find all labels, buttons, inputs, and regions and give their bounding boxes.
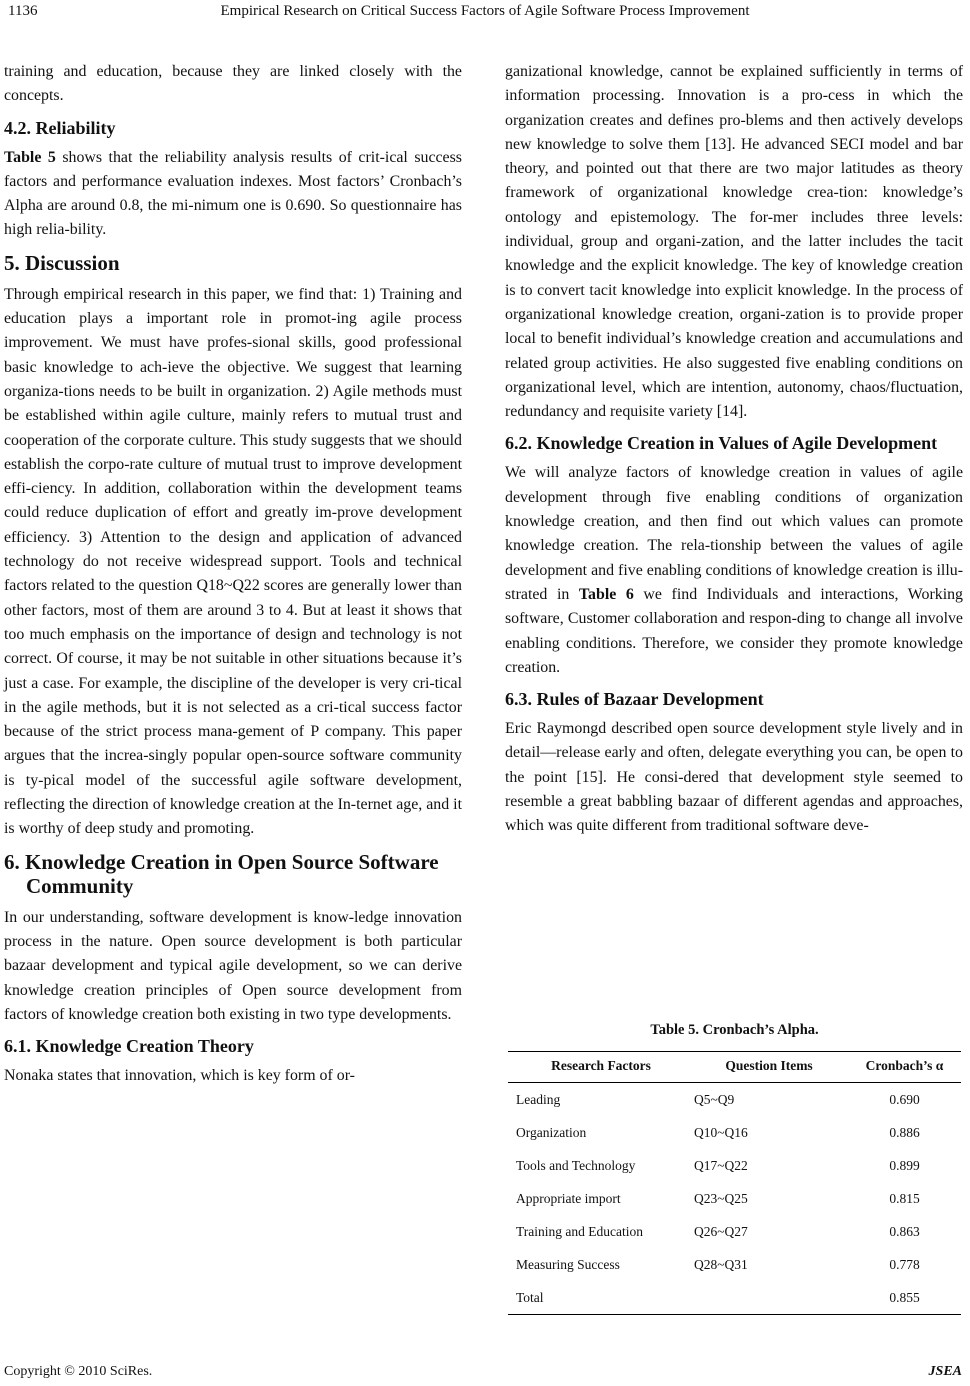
table-cell: Q28~Q31 — [694, 1256, 748, 1272]
left-column — [4, 60, 462, 1088]
table-cell: Appropriate import — [516, 1190, 621, 1206]
table-cell: Q5~Q9 — [694, 1091, 735, 1107]
paragraph-reliability: Table 5 shows that the reliability analysis results of crit-ical success factors and performance evaluation indexes. Most factors’ Cronbach’s Alpha are around 0.8, the mi-nimum one is 0.690. So questionnaire has high relia-bility. — [4, 148, 462, 239]
table-cell: Q10~Q16 — [694, 1124, 748, 1140]
table-cell: 0.863 — [889, 1223, 920, 1239]
table-row — [508, 1215, 961, 1248]
copyright: Copyright © 2010 SciRes. — [4, 1364, 153, 1379]
table-cell — [690, 1281, 848, 1315]
table-cell: Organization — [516, 1124, 587, 1140]
right-column — [505, 60, 963, 839]
table-row — [508, 1116, 961, 1149]
running-title: Empirical Research on Critical Success Factors of Agile Software Process Improvement — [220, 3, 750, 19]
heading-theory: 6.1. Knowledge Creation Theory — [4, 1036, 254, 1057]
table-cell: 0.778 — [889, 1256, 920, 1272]
table-cell: Tools and Technology — [516, 1157, 636, 1173]
table-cell: 0.855 — [848, 1281, 961, 1315]
table-cell: Q26~Q27 — [694, 1223, 748, 1239]
paragraph-theory-continued: ganizational knowledge, cannot be explained sufficiently in terms of information processing. Innovation is a pro-cess in which the organization creates and defines pro-blems and then actively develops new knowledge to solve them [13]. He advanced SECI model and bar theory, and pointed out that there are two major latitudes as theory framework of organizational knowledge crea-tion: knowledge’s ontology and epistemology. The for-mer includes three levels: individual, group and organi-zation, and the latter includes the tacit knowledge and the explicit knowledge. The key of knowledge creation is to convert tacit knowledge into explicit knowledge. In the process of organizational knowledge creation, organi-zation is to provide proper local to benefit individual’s knowledge creation and accumulations and related group activities. He also suggested five enabling conditions on organizational level, which are intention, autonomy, chaos/fluctuation, redundancy and requisite variety [14]. — [505, 63, 963, 421]
column-header: Question Items — [690, 1052, 848, 1083]
table-cell: 0.886 — [889, 1124, 920, 1140]
paragraph-knowledge-creation: In our understanding, software development is know-ledge innovation process in the nature. Open source development is both particular bazaar development and typical agile development, so we can derive knowledge creation principles of Open source development from factors of knowledge creation both existing in two type developments. — [4, 908, 462, 1023]
heading-bazaar: 6.3. Rules of Bazaar Development — [505, 689, 764, 710]
table-row — [508, 1248, 961, 1281]
heading-discussion: 5. Discussion — [4, 250, 120, 275]
table-header-row — [508, 1052, 961, 1083]
table5 — [508, 1022, 961, 1315]
column-header: Cronbach’s α — [848, 1052, 961, 1083]
table-cell: 0.815 — [889, 1190, 920, 1206]
table5-reference: Table 5 — [4, 148, 56, 166]
table-cell: Leading — [516, 1091, 561, 1107]
table-cell: Q17~Q22 — [694, 1157, 748, 1173]
table5-caption: Table 5. Cronbach’s Alpha. — [650, 1022, 819, 1038]
paragraph-intro: training and education, because they are linked closely with the concepts. — [4, 63, 462, 105]
table-row — [508, 1281, 961, 1315]
table-cell: Q23~Q25 — [694, 1190, 748, 1206]
column-header: Research Factors — [508, 1052, 690, 1083]
table-row — [508, 1149, 961, 1182]
paragraph-theory-start: Nonaka states that innovation, which is key form of or- — [4, 1067, 355, 1085]
heading-reliability: 4.2. Reliability — [4, 117, 116, 138]
table6-reference: Table 6 — [578, 585, 634, 603]
table-row — [508, 1182, 961, 1215]
table-cell: 0.690 — [889, 1091, 920, 1107]
table-cell: 0.899 — [889, 1157, 920, 1173]
journal-name: JSEA — [928, 1364, 962, 1379]
table5-grid — [508, 1051, 961, 1315]
heading-knowledge-creation: 6. Knowledge Creation in Open Source Software Community — [4, 849, 439, 898]
table-cell: Measuring Success — [516, 1256, 620, 1272]
paragraph-discussion: Through empirical research in this paper, we find that: 1) Training and education plays a important role in promot-ing agile process improvement. We must have profes-sional skills, good professional basic knowledge to ach-ieve the objective. We suggest that learning organiza-tions needs to be built in organization. 2) Agile methods must be established within agile culture, mainly refers to mutual trust and cooperation of the corporate culture. This study suggests that we should establish the corpo-rate culture of mutual trust to improve development effi-ciency. In addition, collaboration within the development teams could reduce duplication of effort and greatly im-prove development efficiency. 3) Attention to the design and application of advanced technology do not receive widespread support. Tools and technical factors related to the question Q18~Q22 scores are generally lower than other factors, most of them are around 3 to 4. But at least it shows that too much emphasis on the importance of design and technology is not correct. Of course, it may be not suitable in other situations because it’s just a case. For example, the discipline of the developer is very cri-tical in the agile methods, but it is not selected as a cri-tical success factor because of the strict process mana-gement of P company. This paper argues that the increa-singly popular open-source software community is ty-pical model of the successful agile software development, reflecting the direction of knowledge creation at the In-ternet age, and it is worthy of deep study and promoting. — [4, 285, 462, 838]
table-cell: Total — [508, 1281, 690, 1315]
page-number: 1136 — [8, 3, 38, 19]
paragraph-agile-values: We will analyze factors of knowledge creation in values of agile development through five enabling conditions of organization knowledge creation, and then find out which values can promote knowledge creation. The rela-tionship between the values of agile development and five enabling conditions of knowledge creation is illu-strated in Table 6 we find Individuals and interactions, Working software, Customer collaboration and respon-ding to change all involve enabling conditions. Therefore, we consider they promote knowledge creation. — [505, 464, 963, 676]
paragraph-bazaar: Eric Raymongd described open source development style lively and in detail—release early and often, delegate everything you can, be open to the point [15]. He consi-dered that development style seemed to resemble a great babbling bazaar of different agendas and approaches, which was quite different from traditional software deve- — [505, 720, 963, 835]
heading-agile-values: 6.2. Knowledge Creation in Values of Agile Development — [505, 433, 938, 454]
table-cell: Training and Education — [516, 1223, 643, 1239]
table-row — [508, 1083, 961, 1117]
page-header — [0, 0, 970, 26]
